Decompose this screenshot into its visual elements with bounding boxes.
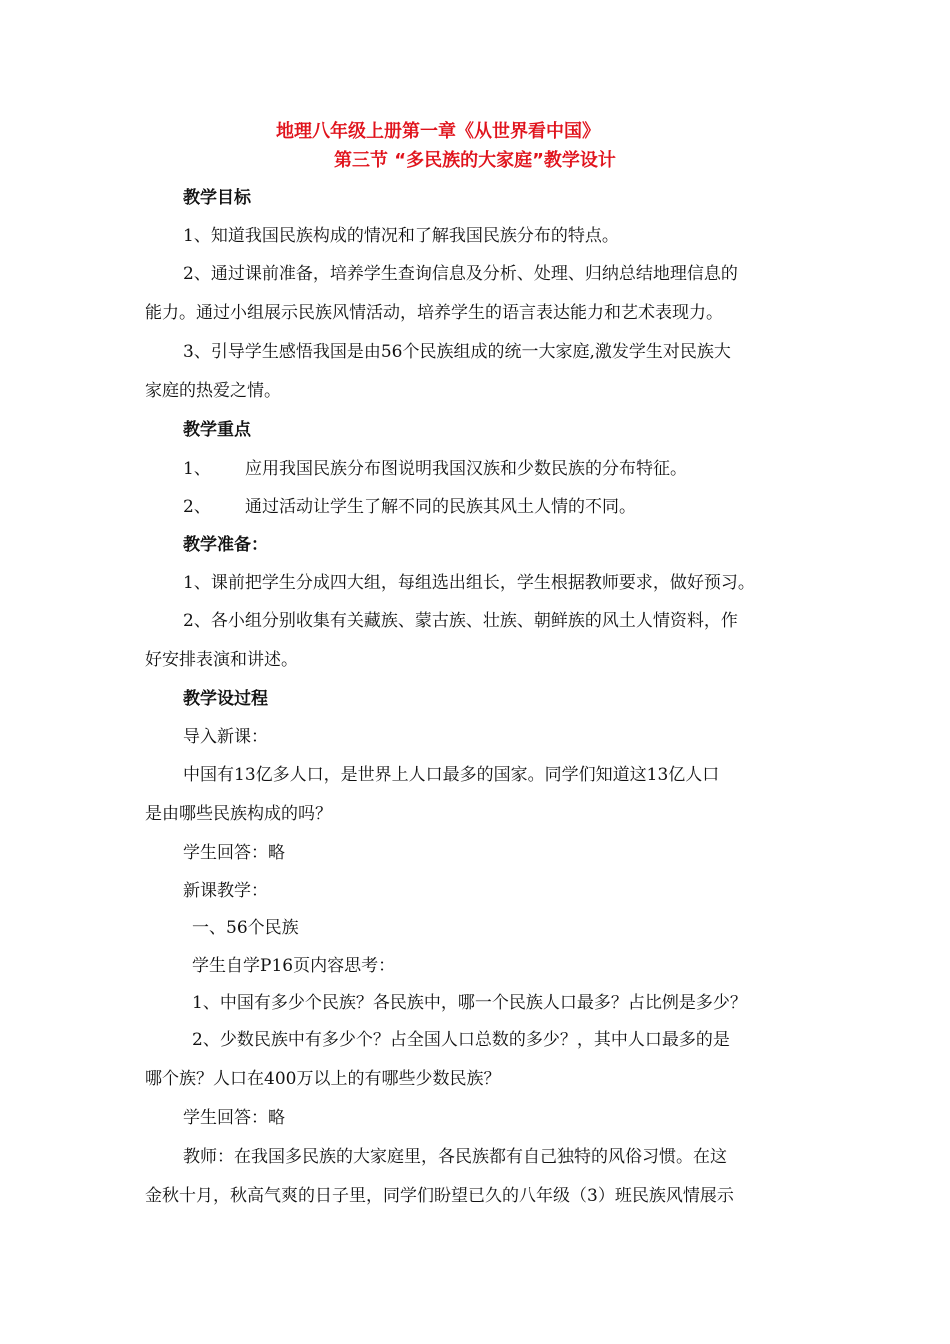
- question-1: 1、中国有多少个民族？各民族中，哪一个民族人口最多？占比例是多少？: [192, 993, 747, 1013]
- section-1-heading: 一、56个民族: [192, 918, 299, 938]
- goals-item-2-line2: 能力。通过小组展示民族风情活动，培养学生的语言表达能力和艺术表现力。: [145, 303, 723, 323]
- goals-heading: 教学目标: [183, 188, 251, 208]
- question-2-line2: 哪个族？人口在400万以上的有哪些少数民族？: [145, 1069, 501, 1089]
- keypoints-item-1-number: 1、: [183, 459, 211, 479]
- process-heading: 教学设过程: [183, 689, 268, 709]
- doc-title-line1: 地理八年级上册第一章《从世界看中国》: [276, 121, 600, 142]
- goals-item-3-line1: 3、引导学生感悟我国是由56个民族组成的统一大家庭,激发学生对民族大: [183, 342, 731, 362]
- keypoints-item-2: [183, 497, 636, 517]
- keypoints-item-2-text: 通过活动让学生了解不同的民族其风土人情的不同。: [245, 497, 636, 517]
- doc-title-line2: 第三节 “多民族的大家庭”教学设计: [334, 150, 616, 171]
- keypoints-item-2-number: 2、: [183, 497, 211, 517]
- intro-line2: 是由哪些民族构成的吗？: [145, 804, 332, 824]
- prep-item-1: 1、课前把学生分成四大组，每组选出组长，学生根据教师要求，做好预习。: [183, 573, 755, 593]
- self-study-prompt: 学生自学P16页内容思考：: [192, 956, 396, 976]
- student-answer-2: 学生回答：略: [183, 1108, 285, 1128]
- new-lesson-label: 新课教学：: [183, 881, 268, 901]
- keypoints-item-1-text: 应用我国民族分布图说明我国汉族和少数民族的分布特征。: [245, 459, 687, 479]
- prep-item-2-line1: 2、各小组分别收集有关藏族、蒙古族、壮族、朝鲜族的风土人情资料，作: [183, 611, 738, 631]
- goals-item-2-line1: 2、通过课前准备，培养学生查询信息及分析、处理、归纳总结地理信息的: [183, 264, 738, 284]
- prep-item-2-line2: 好安排表演和讲述。: [145, 650, 298, 670]
- keypoints-heading: 教学重点: [183, 420, 251, 440]
- intro-line1: 中国有13亿多人口，是世界上人口最多的国家。同学们知道这13亿人口: [183, 765, 720, 785]
- intro-label: 导入新课：: [183, 727, 268, 747]
- student-answer-1: 学生回答：略: [183, 843, 285, 863]
- goals-item-3-line2: 家庭的热爱之情。: [145, 381, 281, 401]
- teacher-line1: 教师：在我国多民族的大家庭里，各民族都有自己独特的风俗习惯。在这: [183, 1147, 727, 1167]
- prep-heading: 教学准备：: [183, 535, 268, 555]
- goals-item-1: 1、知道我国民族构成的情况和了解我国民族分布的特点。: [183, 226, 619, 246]
- question-2-line1: 2、少数民族中有多少个？占全国人口总数的多少？，其中人口最多的是: [192, 1030, 730, 1050]
- keypoints-item-1: [183, 459, 687, 479]
- teacher-line2: 金秋十月，秋高气爽的日子里，同学们盼望已久的八年级（3）班民族风情展示: [145, 1186, 734, 1206]
